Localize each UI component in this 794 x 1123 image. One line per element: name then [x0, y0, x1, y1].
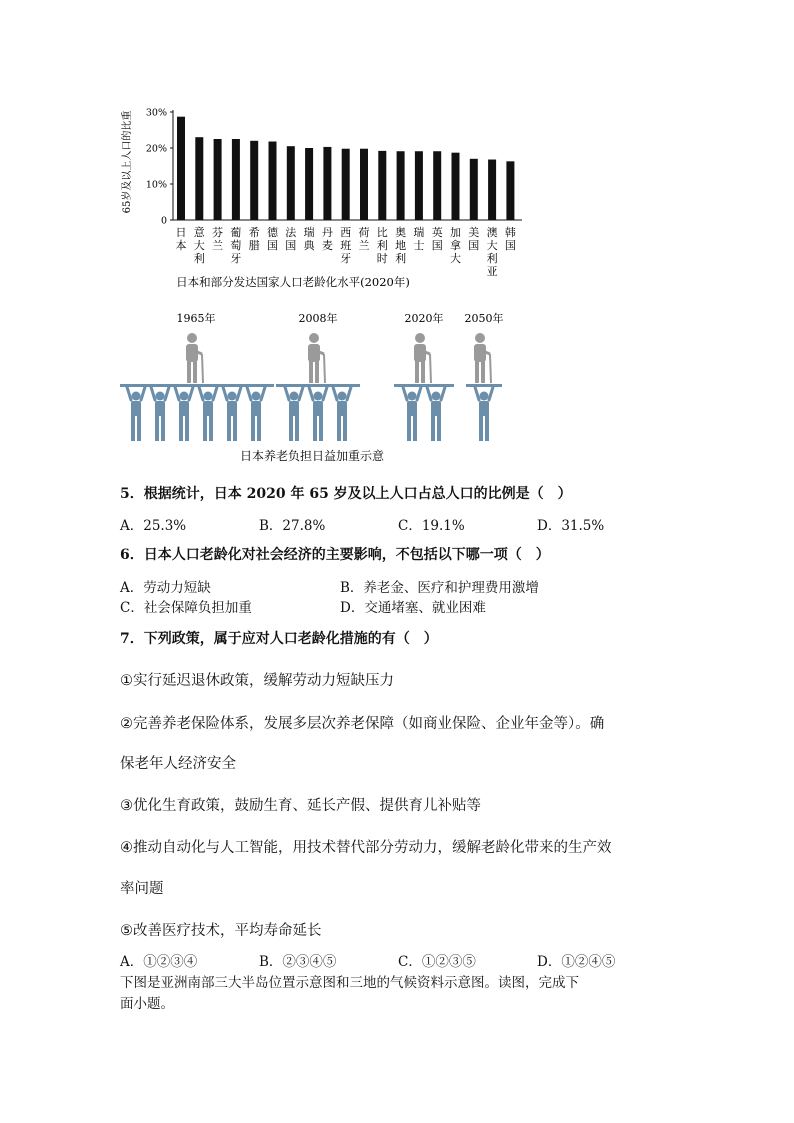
q6-stem: 6．日本人口老龄化对社会经济的主要影响，不包括以下哪一项（ ） — [120, 547, 550, 563]
year-label: 2050年 — [464, 312, 504, 325]
chart-ylabel: 65岁及以上人口的比重 — [122, 110, 133, 214]
x-tick-label: 韩国 — [504, 226, 516, 252]
x-tick-label: 意大利 — [193, 226, 205, 265]
burden-group — [394, 311, 454, 441]
bar — [506, 161, 514, 220]
q7-item-4-cont: 率问题 — [120, 881, 164, 897]
supporter-person-icon — [427, 387, 445, 441]
bar — [250, 141, 258, 220]
supporter-person-icon — [333, 387, 351, 441]
x-tick-label: 希腊 — [248, 226, 260, 252]
year-label: 2020年 — [404, 312, 444, 325]
q5-stem: 5．根据统计，日本 2020 年 65 岁及以上人口占总人口的比例是（ ） — [120, 486, 572, 502]
supporter-person-icon — [403, 387, 421, 441]
q6-option-b[interactable]: B．养老金、医疗和护理费用激增 — [340, 580, 539, 596]
elderly-burden-illustration — [120, 308, 520, 468]
x-tick-label: 加拿大 — [450, 226, 461, 265]
q5-option-d[interactable]: D．31.5% — [537, 518, 605, 534]
x-tick-label: 芬兰 — [212, 226, 224, 252]
supporter-person-icon — [199, 387, 217, 441]
chart-title: 日本和部分发达国家人口老龄化水平(2020年) — [176, 275, 410, 289]
supporter-person-icon — [285, 387, 303, 441]
x-tick-label: 美国 — [468, 226, 480, 252]
bar — [342, 149, 350, 220]
q6-option-c[interactable]: C．社会保障负担加重 — [120, 600, 252, 616]
platform — [466, 384, 502, 387]
supporter-person-icon — [223, 387, 241, 441]
q7-option-a[interactable]: A．①②③④ — [120, 954, 198, 970]
y-tick-label: 20% — [145, 143, 167, 155]
burden-groups — [120, 311, 504, 441]
bars-group — [177, 117, 514, 220]
x-tick-label: 瑞典 — [303, 226, 315, 252]
bar — [195, 137, 203, 220]
bar — [287, 146, 295, 220]
figure2-caption: 日本养老负担日益加重示意 — [239, 449, 385, 463]
bar — [269, 142, 277, 220]
bar — [452, 153, 460, 220]
bar — [323, 147, 331, 220]
elderly-person-icon — [474, 333, 491, 383]
bar — [177, 117, 185, 220]
bar — [470, 159, 478, 220]
burden-group — [120, 311, 274, 441]
x-tick-label: 西班牙 — [340, 226, 352, 265]
burden-group — [465, 311, 504, 441]
q7-option-b[interactable]: B．②③④⑤ — [259, 954, 337, 970]
q5-option-c[interactable]: C．19.1% — [398, 518, 465, 534]
year-label: 1965年 — [176, 312, 216, 325]
q5-option-a[interactable]: A．25.3% — [120, 518, 187, 534]
bar — [378, 151, 386, 220]
bar — [433, 151, 441, 220]
q7-item-3: ③优化生育政策，鼓励生育、延长产假、提供育儿补贴等 — [120, 798, 481, 814]
q5-option-b[interactable]: B．27.8% — [259, 518, 326, 534]
supporter-person-icon — [309, 387, 327, 441]
x-tick-label: 葡萄牙 — [230, 226, 242, 265]
y-tick-label: 10% — [145, 179, 167, 191]
aging-bar-chart — [118, 100, 538, 300]
q7-item-4: ④推动自动化与人工智能，用技术替代部分劳动力，缓解老龄化带来的生产效 — [120, 840, 612, 856]
q7-option-d[interactable]: D．①②④⑤ — [537, 954, 616, 970]
x-tick-label: 英国 — [431, 226, 443, 252]
bar — [360, 149, 368, 220]
x-tick-label: 荷兰 — [358, 226, 370, 252]
burden-group — [276, 311, 360, 441]
elderly-person-icon — [308, 333, 325, 383]
supporter-person-icon — [127, 387, 145, 441]
platform — [120, 384, 274, 387]
bar — [488, 160, 496, 220]
x-tick-label: 德国 — [267, 226, 278, 252]
x-tick-label: 日本 — [175, 226, 187, 252]
y-tick-label: 0 — [160, 215, 167, 227]
q7-item-2: ②完善养老保险体系，发展多层次养老保障（如商业保险、企业年金等）。确 — [120, 716, 605, 732]
q7-item-1: ①实行延迟退休政策，缓解劳动力短缺压力 — [120, 673, 394, 689]
bar — [232, 139, 240, 220]
x-tick-label: 奥地利 — [395, 226, 407, 265]
x-tick-label: 澳大利亚 — [486, 226, 498, 278]
q7-stem: 7．下列政策，属于应对人口老龄化措施的有（ ） — [120, 631, 438, 647]
supporter-person-icon — [175, 387, 193, 441]
q6-option-d[interactable]: D．交通堵塞、就业困难 — [340, 600, 486, 616]
q7-item-2-cont: 保老年人经济安全 — [120, 756, 236, 772]
platform — [276, 384, 360, 387]
x-tick-label: 丹麦 — [321, 226, 333, 252]
bar — [305, 148, 313, 220]
year-label: 2008年 — [298, 312, 338, 325]
y-tick-label: 30% — [145, 107, 167, 119]
bar — [397, 151, 405, 220]
elderly-person-icon — [186, 333, 203, 383]
q7-item-5: ⑤改善医疗技术，平均寿命延长 — [120, 923, 322, 939]
supporter-person-icon — [151, 387, 169, 441]
q6-option-a[interactable]: A．劳动力短缺 — [120, 580, 211, 596]
bar — [214, 139, 222, 220]
x-tick-labels — [176, 225, 516, 278]
intro-line-2: 面小题。 — [120, 996, 174, 1012]
x-tick-label: 法国 — [285, 226, 297, 252]
x-tick-label: 瑞士 — [413, 226, 425, 252]
supporter-person-icon — [247, 387, 265, 441]
elderly-person-icon — [414, 333, 431, 383]
bar — [415, 151, 423, 220]
supporter-person-icon — [475, 387, 493, 441]
intro-line-1: 下图是亚洲南部三大半岛位置示意图和三地的气候资料示意图。读图，完成下 — [120, 975, 579, 991]
x-tick-label: 比利时 — [376, 226, 388, 265]
q7-option-c[interactable]: C．①②③⑤ — [398, 954, 476, 970]
